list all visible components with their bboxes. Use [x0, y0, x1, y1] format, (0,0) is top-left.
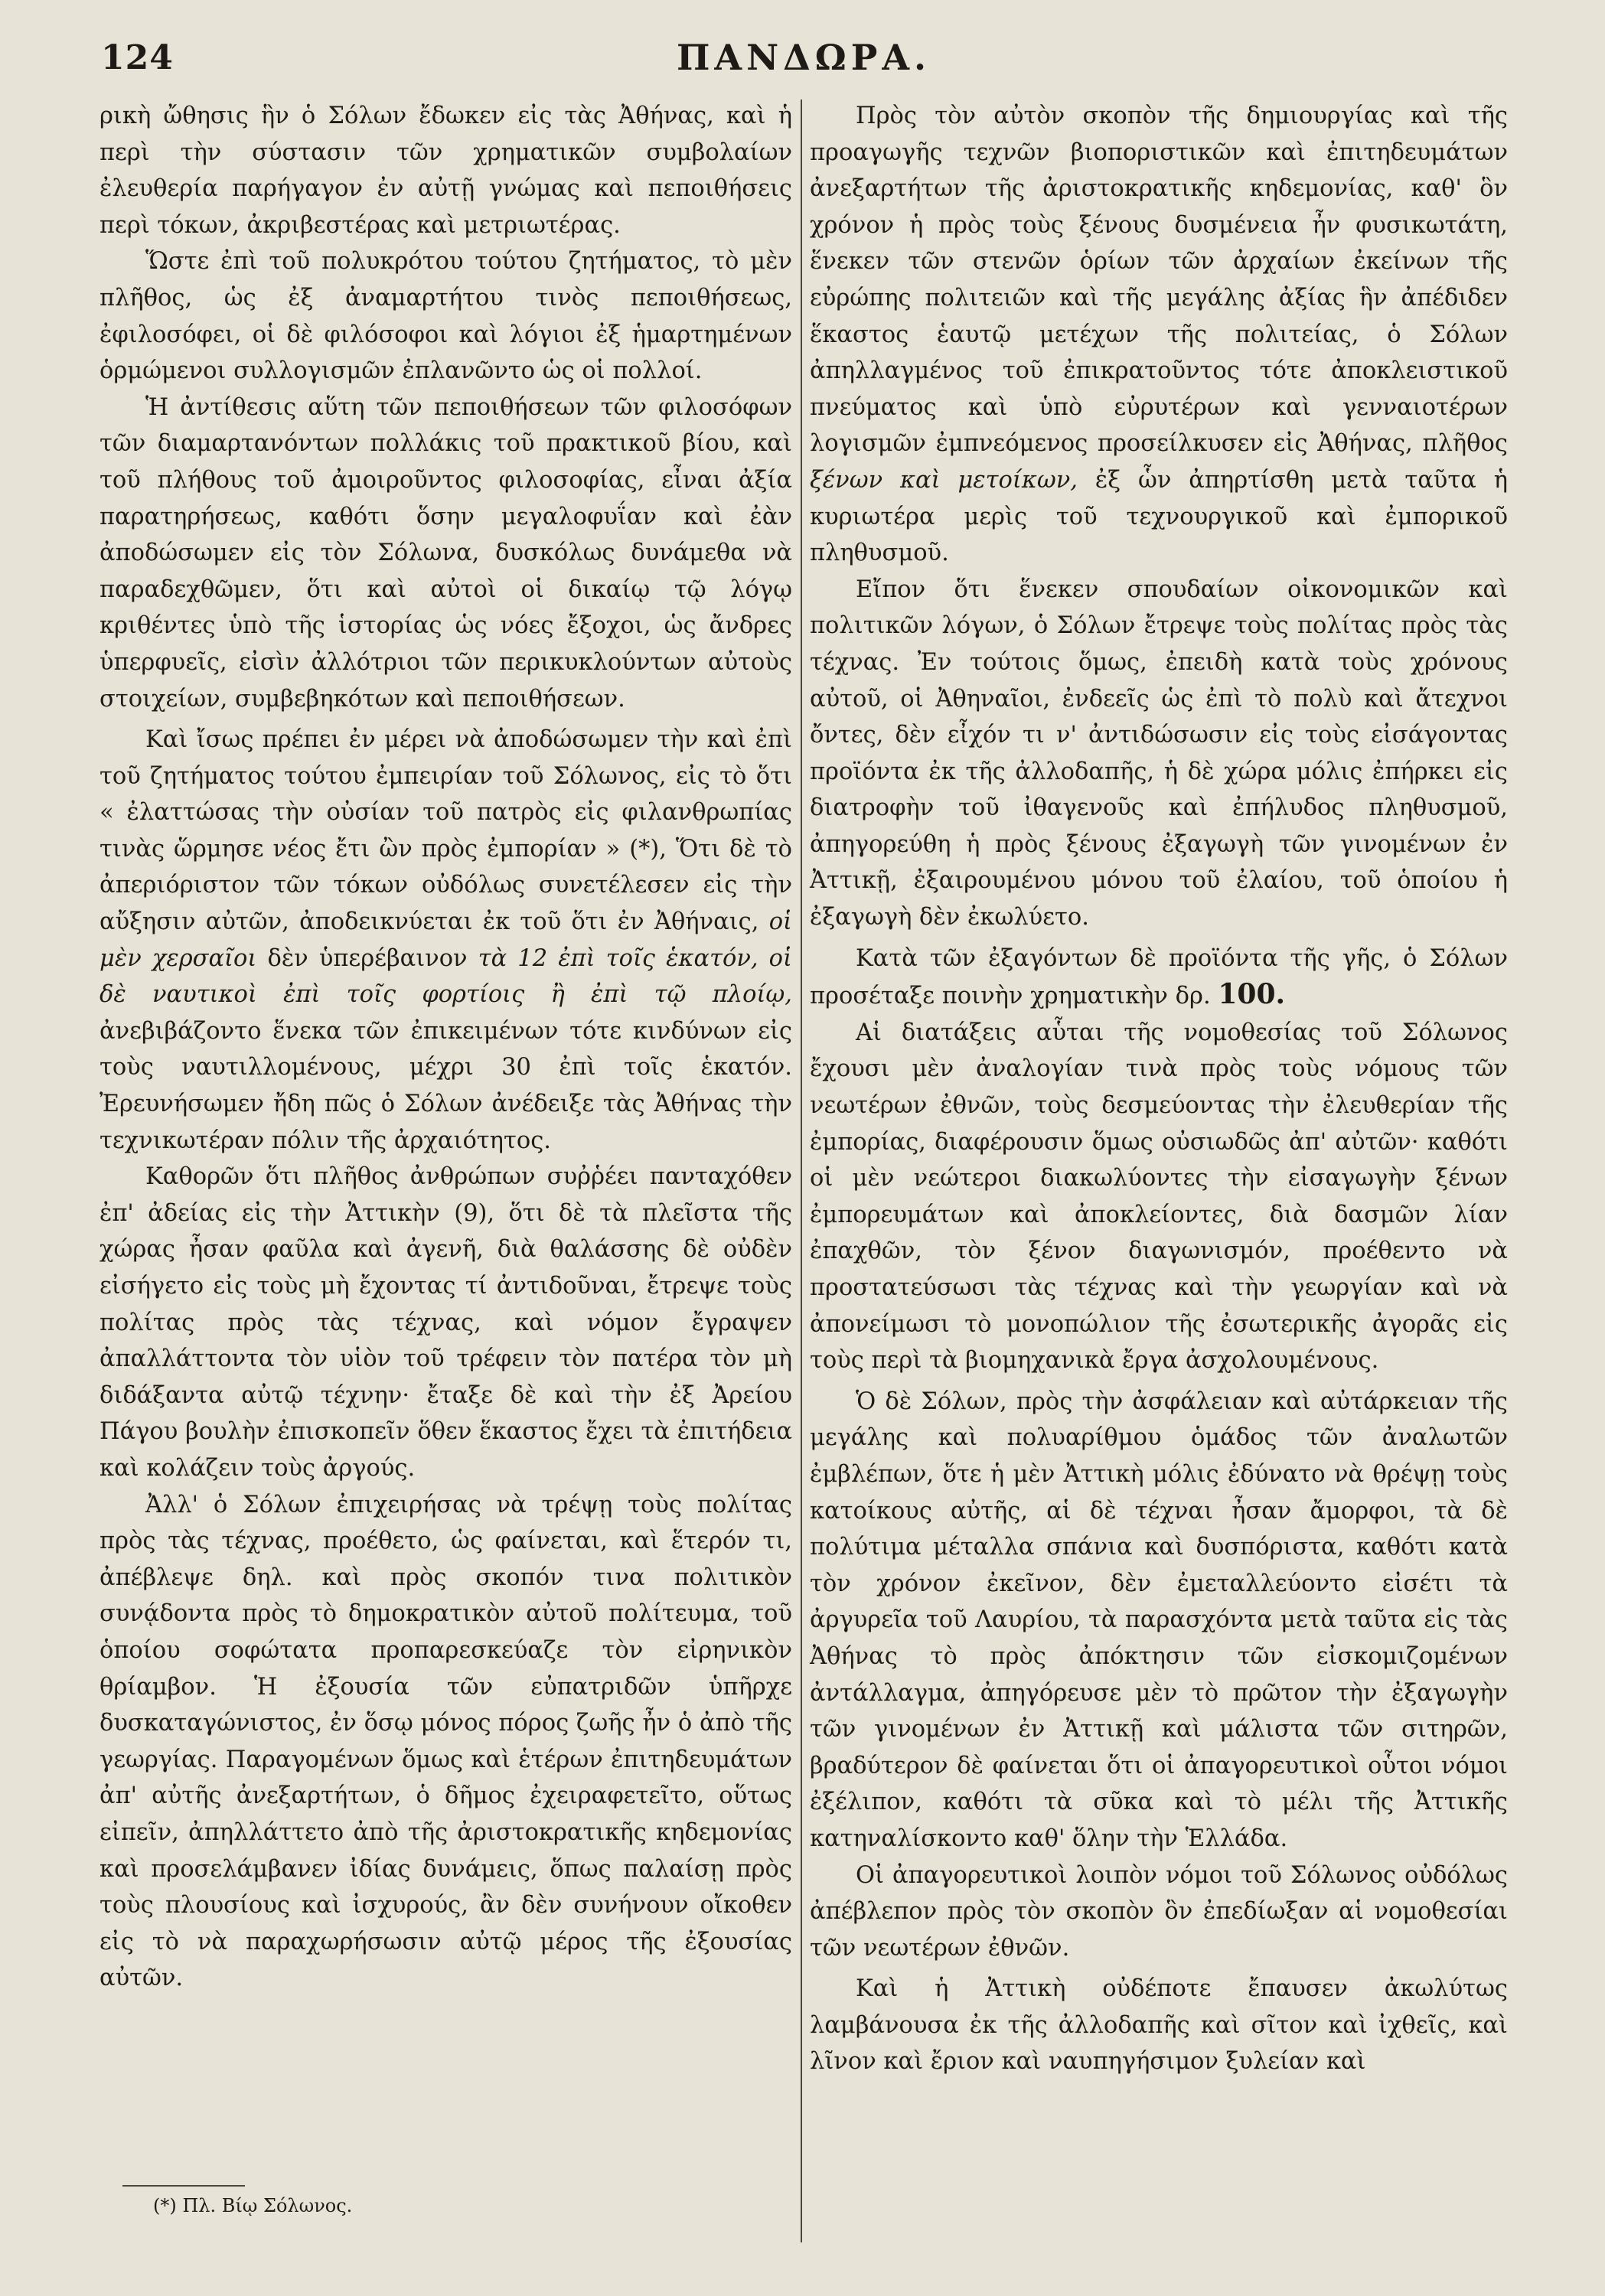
paragraph: Ὁ δὲ Σόλων, πρὸς τὴν ἀσφάλειαν καὶ αὐτάρκειαν τῆς μεγάλης καὶ πολυαρίθμου ὁμάδος τῶν ἀναλωτῶν ἐμβλέπων, ὅτε ἡ μὲν Ἀττικὴ μόλις ἐδύνατο νὰ θρέψῃ τοὺς κατοίκους αὐτῆς, αἱ δὲ τέχναι ἦσαν ἄμορφοι, τὰ δὲ πολύτιμα μέταλλα σπάνια καὶ δυσπόριστα, καθότι κατὰ τὸν χρόνον ἐκεῖνον, δὲν ἐμεταλλεύοντο εἰσέτι τὰ ἀργυρεῖα τοῦ Λαυρίου, τὰ παρασχόντα μετὰ ταῦτα εἰς τὰς Ἀθήνας τὸ πρὸς ἀπόκτησιν τῶν εἰσκομιζομένων ἀντάλλαγμα, ἀπηγόρευσε μὲν τὸ πρῶτον τὴν ἐξαγωγὴν τῶν γινομένων ἐν Ἀττικῇ καὶ μάλιστα τῶν σιτηρῶν, βραδύτερον δὲ φαίνεται ὅτι οἱ ἀπαγορευτικοὶ οὗτοι νόμοι ἐξέλιπον, καθότι τὰ σῦκα καὶ τὸ μέλι τῆς Ἀττικῆς κατηναλίσκοντο καθ' ὅλην τὴν Ἑλλάδα. — [810, 1388, 1508, 1852]
left-column — [99, 98, 792, 1997]
footnote: (*) Πλ. Βίῳ Σόλωνος. — [153, 2195, 353, 2216]
paragraph: ρικὴ ὤθησις ἣν ὁ Σόλων ἔδωκεν εἰς τὰς Ἀθήνας, καὶ ἡ περὶ τὴν σύστασιν τῶν χρηματικῶν συμβολαίων ἐλευθερία παρήγαγον ἐν αὐτῇ γνώμας καὶ πεποιθήσεις περὶ τόκων, ἀκριβεστέρας καὶ μετριωτέρας. — [99, 103, 792, 239]
page-header — [92, 34, 1515, 87]
paragraph: Αἱ διατάξεις αὗται τῆς νομοθεσίας τοῦ Σόλωνος ἔχουσι μὲν ἀναλογίαν τινὰ πρὸς τοὺς νόμους τῶν νεωτέρων ἐθνῶν, τοὺς δεσμεύοντας τὴν ἐλευθερίαν τῆς ἐμπορίας, διαφέρουσιν ὅμως οὐσιωδῶς ἀπ' αὐτῶν· καθότι οἱ μὲν νεώτεροι διακωλύοντες τὴν εἰσαγωγὴν ξένων ἐμπορευμάτων καὶ ἀποκλείοντες, διὰ δασμῶν λίαν ἐπαχθῶν, τὸν ξένον διαγωνισμόν, προέθεντο νὰ προστατεύσωσι τὰς τέχνας καὶ τὴν γεωργίαν καὶ νὰ ἀπονείμωσι τὸ μονοπώλιον τῆς ἐσωτερικῆς ἀγορᾶς εἰς τοὺς περὶ τὰ βιομηχανικὰ ἔργα ἀσχολουμένους. — [810, 1019, 1508, 1375]
paragraph: Ἀλλ' ὁ Σόλων ἐπιχειρήσας νὰ τρέψῃ τοὺς πολίτας πρὸς τὰς τέχνας, προέθετο, ὡς φαίνεται, καὶ ἕτερόν τι, ἀπέβλεψε δηλ. καὶ πρὸς σκοπόν τινα πολιτικὸν συνᾴδοντα πρὸς τὸ δημοκρατικὸν αὐτοῦ πολίτευμα, τοῦ ὁποίου σοφώτατα προπαρεσκεύαζε τὸν εἰρηνικὸν θρίαμβον. Ἡ ἐξουσία τῶν εὐπατριδῶν ὑπῆρχε δυσκαταγώνιστος, ἐν ὅσῳ μόνος πόρος ζωῆς ἦν ὁ ἀπὸ τῆς γεωργίας. Παραγομένων ὅμως καὶ ἑτέρων ἐπιτηδευμάτων ἀπ' αὐτῆς ἀνεξαρτήτων, ὁ δῆμος ἐχειραφετεῖτο, οὕτως εἰπεῖν, ἀπηλλάττετο ἀπὸ τῆς ἀριστοκρατικῆς κηδεμονίας καὶ προσελάμβανεν ἰδίας δυνάμεις, ὅπως παλαίσῃ πρὸς τοὺς πλουσίους καὶ ἰσχυρούς, ἂν δὲν συνήνουν οἴκοθεν εἰς τὸ νὰ παραχωρήσωσιν αὐτῷ μέρος τῆς ἐξουσίας αὐτῶν. — [99, 1491, 792, 1992]
footnote-rule — [122, 2185, 245, 2187]
text-run: Καὶ ἴσως πρέπει ἐν μέρει νὰ ἀποδώσωμεν τὴν καὶ ἐπὶ τοῦ ζητήματος τούτου ἐμπειρίαν τοῦ Σόλωνος, εἰς τὸ ὅτι « ἐλαττώσας τὴν οὐσίαν τοῦ πατρὸς εἰς φιλανθρωπίας τινὰς ὥρμησε νέος ἔτι ὢν πρὸς ἐμπορίαν » (*), Ὅτι δὲ τὸ ἀπεριόριστον τῶν τόκων οὐδόλως συνετέλεσεν εἰς τὴν αὔξησιν αὐτῶν, ἀποδεικνύεται ἐκ τοῦ ὅτι ἐν Ἀθήναις, — [99, 726, 792, 936]
paragraph: Καὶ ἡ Ἀττικὴ οὐδέποτε ἔπαυσεν ἀκωλύτως λαμβάνουσα ἐκ τῆς ἀλλοδαπῆς καὶ σῖτον καὶ ἰχθεῖς, καὶ λῖνον καὶ ἔριον καὶ ναυπηγήσιμον ξυλείαν καὶ — [810, 1975, 1508, 2076]
italic-text: οἱ μὲν χερσαῖοι — [99, 908, 793, 972]
text-run: Πρὸς τὸν αὐτὸν σκοπὸν τῆς δημιουργίας καὶ τῆς προαγωγῆς τεχνῶν βιοποριστικῶν καὶ ἐπιτηδευμάτων ἀνεξαρτήτων τῆς ἀριστοκρατικῆς κηδεμονίας, καθ' ὃν χρόνον ἡ πρὸς τοὺς ξένους δυσμένεια ἦν φυσικωτάτη, ἕνεκεν τῶν στενῶν ὁρίων τῶν ἀρχαίων ἐκείνων τῆς εὐρώπης πολιτειῶν καὶ τῆς μεγάλης ἀξίας ἣν ἀπέδιδεν ἕκαστος ἑαυτῷ μετέχων τῆς πολιτείας, ὁ Σόλων ἀπηλλαγμένος τοῦ ἐπικρατοῦντος τότε ἀποκλειστικοῦ πνεύματος καὶ ὑπὸ εὐρυτέρων καὶ γενναιοτέρων λογισμῶν ἐμπνεόμενος προσείλκυσεν εἰς Ἀθήνας, πλῆθος — [810, 103, 1508, 458]
paragraph: Ὥστε ἐπὶ τοῦ πολυκρότου τούτου ζητήματος, τὸ μὲν πλῆθος, ὡς ἐξ ἀναμαρτήτου τινὸς πεποιθήσεως, ἐφιλοσόφει, οἱ δὲ φιλόσοφοι καὶ λόγιοι ἐξ ἡμαρτημένων ὁρμώμενοι συλλογισμῶν ἐπλανῶντο ὡς οἱ πολλοί. — [99, 248, 792, 385]
italic-text: ξένων καὶ μετοίκων, — [810, 466, 1078, 494]
paragraph: Οἱ ἀπαγορευτικοὶ λοιπὸν νόμοι τοῦ Σόλωνος οὐδόλως ἀπέβλεπον πρὸς τὸν σκοπὸν ὃν ἐπεδίωξαν αἱ νομοθεσίαι τῶν νεωτέρων ἐθνῶν. — [810, 1861, 1508, 1962]
penalty-amount: 100. — [1218, 978, 1286, 1011]
paragraph — [810, 941, 1508, 1015]
text-run: ἀνεβιβάζοντο ἕνεκα τῶν ἐπικειμένων τότε κινδύνων εἰς τοὺς ναυτιλλομένους, μέχρι 30 ἐπὶ τοῖς ἑκατόν. Ἐρευνήσωμεν ἤδη πῶς ὁ Σόλων ἀνέδειξε τὰς Ἀθήνας τὴν τεχνικωτέραν πόλιν τῆς ἀρχαιότητος. — [99, 1017, 792, 1154]
page-number: 124 — [101, 38, 174, 77]
italic-text: τὰ 12 ἐπὶ τοῖς ἑκατόν, οἱ δὲ ναυτικοὶ ἐπὶ τοῖς φορτίοις ἢ ἐπὶ τῷ πλοίῳ, — [99, 944, 792, 1009]
right-column — [810, 98, 1508, 2080]
text-run: Κατὰ τῶν ἐξαγόντων δὲ προϊόντα τῆς γῆς, ὁ Σόλων προσέταξε ποινὴν χρηματικὴν δρ. — [810, 944, 1508, 1010]
text-run: δὲν ὑπερέβαινον — [267, 944, 468, 972]
paragraph — [810, 98, 1508, 572]
paragraph: Ἡ ἀντίθεσις αὕτη τῶν πεποιθήσεων τῶν φιλοσόφων τῶν διαμαρτανόντων πολλάκις τοῦ πρακτικοῦ βίου, καὶ τοῦ πλήθους τοῦ ἀμοιροῦντος φιλοσοφίας, εἶναι ἀξία παρατηρήσεως, καθότι ὅσην μεγαλοφυΐαν καὶ ἐὰν ἀποδώσωμεν εἰς τὸν Σόλωνα, δυσκόλως δυνάμεθα νὰ παραδεχθῶμεν, ὅτι καὶ αὐτοὶ οἱ δικαίῳ τῷ λόγῳ κριθέντες ὑπὸ τῆς ἱστορίας ὡς νόες ἔξοχοι, ὡς ἄνδρες ὑπερφυεῖς, εἰσὶν ἀλλότριοι τῶν περικυκλούντων αὐτοὺς στοιχείων, συμβεβηκότων καὶ πεποιθήσεων. — [99, 393, 792, 713]
paragraph: Καθορῶν ὅτι πλῆθος ἀνθρώπων συῤῥέει πανταχόθεν ἐπ' ἀδείας εἰς τὴν Ἀττικὴν (9), ὅτι δὲ τὰ πλεῖστα τῆς χώρας ἦσαν φαῦλα καὶ ἀγενῆ, διὰ θαλάσσης δὲ οὐδὲν εἰσήγετο εἰς τοὺς μὴ ἔχοντας τί ἀντιδοῦναι, ἔτρεψε τοὺς πολίτας πρὸς τὰς τέχνας, καὶ νόμον ἔγραψεν ἀπαλλάττοντα τὸν υἱὸν τοῦ τρέφειν τὸν πατέρα τὸν μὴ διδάξαντα αὐτῷ τέχνην· ἔταξε δὲ καὶ τὴν ἐξ Ἀρείου Πάγου βουλὴν ἐπισκοπεῖν ὅθεν ἕκαστος ἔχει τὰ ἐπιτήδεια καὶ κολάζειν τοὺς ἀργούς. — [99, 1163, 792, 1482]
paragraph — [99, 722, 792, 1159]
column-divider — [801, 99, 802, 2242]
paragraph: Εἴπον ὅτι ἕνεκεν σπουδαίων οἰκονομικῶν καὶ πολιτικῶν λόγων, ὁ Σόλων ἔτρεψε τοὺς πολίτας πρὸς τὰς τέχνας. Ἐν τούτοις ὅμως, ἐπειδὴ κατὰ τοὺς χρόνους αὐτοῦ, οἱ Ἀθηναῖοι, ἐνδεεῖς ὡς ἐπὶ τὸ πολὺ καὶ ἄτεχνοι ὄντες, δὲν εἶχόν τι ν' ἀντιδώσωσιν εἰς τοὺς εἰσάγοντας προϊόντα ἐκ τῆς ἀλλοδαπῆς, ἡ δὲ χώρα μόλις ἐπήρκει εἰς διατροφὴν τοῦ ἰθαγενοῦς καὶ ἐπήλυδος πληθυσμοῦ, ἀπηγορεύθη ἡ πρὸς ξένους ἐξαγωγὴ τῶν γινομένων ἐν Ἀττικῇ, ἐξαιρουμένου μόνου τοῦ ἐλαίου, τοῦ ὁποίου ἡ ἐξαγωγὴ δὲν ἐκωλύετο. — [810, 576, 1508, 931]
text-run: ἐξ ὧν ἀπηρτίσθη μετὰ ταῦτα ἡ κυριωτέρα μερὶς τοῦ τεχνουργικοῦ καὶ ἐμπορικοῦ πληθυσμοῦ. — [810, 466, 1508, 567]
running-title: ΠΑΝΔΩΡΑ. — [676, 37, 931, 78]
